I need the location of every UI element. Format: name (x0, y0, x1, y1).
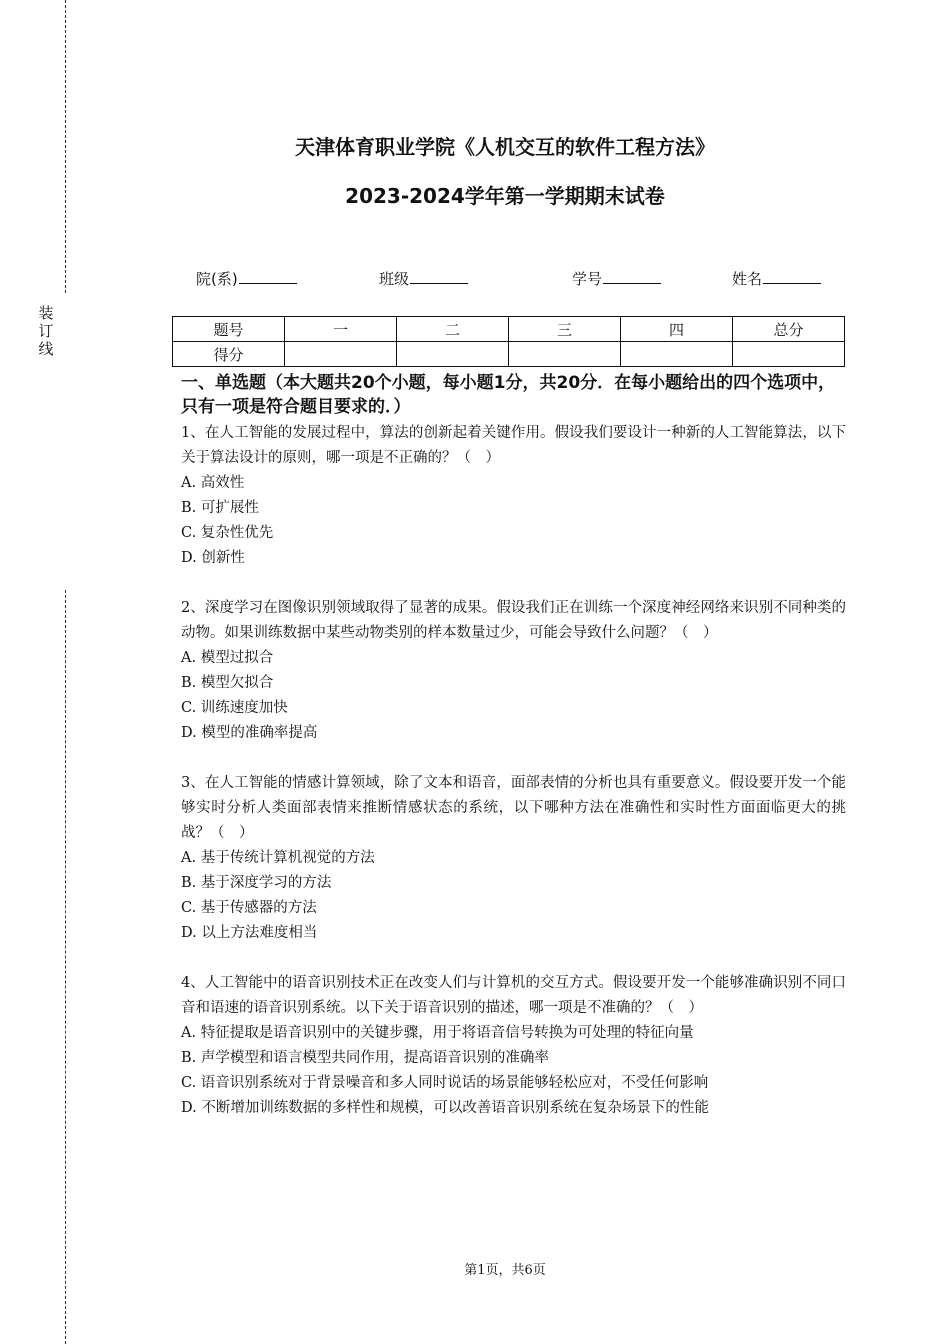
info-name[interactable]: 姓名 (732, 268, 821, 289)
option-d: D. 创新性 (181, 550, 245, 566)
score-cell[interactable] (285, 342, 397, 367)
option-a: A. 基于传统计算机视觉的方法 (181, 850, 375, 866)
option-c: C. 语音识别系统对于背景噪音和多人同时说话的场景能够轻松应对，不受任何影响 (181, 1075, 709, 1091)
question-list (181, 421, 846, 1146)
score-table-header-row (173, 317, 845, 342)
option-a: A. 模型过拟合 (181, 650, 274, 666)
binding-line-bottom (65, 590, 66, 1344)
score-header-cell: 题号 (173, 317, 285, 342)
student-info-row (0, 268, 950, 290)
option-c: C. 复杂性优先 (181, 525, 274, 541)
score-cell[interactable] (397, 342, 509, 367)
score-cell[interactable] (509, 342, 621, 367)
option-b: B. 声学模型和语言模型共同作用，提高语音识别的准确率 (181, 1050, 549, 1066)
score-cell[interactable] (621, 342, 733, 367)
question-stem: 1、在人工智能的发展过程中，算法的创新起着关键作用。假设我们要设计一种新的人工智能算法，以下关于算法设计的原则，哪一项是不正确的？（ ） (181, 425, 846, 466)
question-4 (181, 971, 846, 1121)
exam-title-line1: 天津体育职业学院《人机交互的软件工程方法》 (295, 135, 715, 159)
option-a: A. 高效性 (181, 475, 245, 491)
question-stem: 3、在人工智能的情感计算领域，除了文本和语音，面部表情的分析也具有重要意义。假设要开发一个能够实时分析人类面部表情来推断情感状态的系统，以下哪种方法在准确性和实时性方面面临更大的挑战？（ ） (181, 775, 846, 841)
info-class[interactable]: 班级 (379, 268, 468, 289)
option-c: C. 训练速度加快 (181, 700, 288, 716)
score-header-cell: 总分 (733, 317, 845, 342)
question-stem: 4、人工智能中的语音识别技术正在改变人们与计算机的交互方式。假设要开发一个能够准确识别不同口音和语速的语音识别系统。以下关于语音识别的描述，哪一项是不准确的？（ ） (181, 975, 846, 1016)
info-student-id[interactable]: 学号 (572, 268, 661, 289)
score-header-cell: 四 (621, 317, 733, 342)
option-b: B. 模型欠拟合 (181, 675, 274, 691)
option-a: A. 特征提取是语音识别中的关键步骤，用于将语音信号转换为可处理的特征向量 (181, 1025, 694, 1041)
department-blank[interactable] (239, 268, 297, 284)
question-2 (181, 596, 846, 746)
option-b: B. 基于深度学习的方法 (181, 875, 332, 891)
score-header-cell: 三 (509, 317, 621, 342)
score-cell[interactable] (733, 342, 845, 367)
option-d: D. 不断增加训练数据的多样性和规模，可以改善语音识别系统在复杂场景下的性能 (181, 1100, 709, 1116)
score-header-cell: 一 (285, 317, 397, 342)
question-3 (181, 771, 846, 946)
option-b: B. 可扩展性 (181, 500, 259, 516)
class-blank[interactable] (410, 268, 468, 284)
score-table-score-row (173, 342, 845, 367)
option-c: C. 基于传感器的方法 (181, 900, 317, 916)
score-header-cell: 二 (397, 317, 509, 342)
score-row-label: 得分 (173, 342, 285, 367)
name-blank[interactable] (763, 268, 821, 284)
question-stem: 2、深度学习在图像识别领域取得了显著的成果。假设我们正在训练一个深度神经网络来识别不同种类的动物。如果训练数据中某些动物类别的样本数量过少，可能会导致什么问题？（ ） (181, 600, 846, 641)
question-1 (181, 421, 846, 571)
score-table (172, 316, 845, 367)
info-department[interactable]: 院(系) (196, 268, 297, 289)
exam-title-line2: 2023-2024学年第一学期期末试卷 (345, 184, 665, 208)
student-id-blank[interactable] (603, 268, 661, 284)
option-d: D. 模型的准确率提高 (181, 725, 318, 741)
binding-label: 装订线 (38, 304, 54, 358)
option-d: D. 以上方法难度相当 (181, 925, 318, 941)
section-heading-single-choice: 一、单选题（本大题共20个小题，每小题1分，共20分．在每小题给出的四个选项中，只有一项是符合题目要求的．） (181, 373, 836, 417)
page-footer: 第1页，共6页 (464, 1263, 546, 1278)
